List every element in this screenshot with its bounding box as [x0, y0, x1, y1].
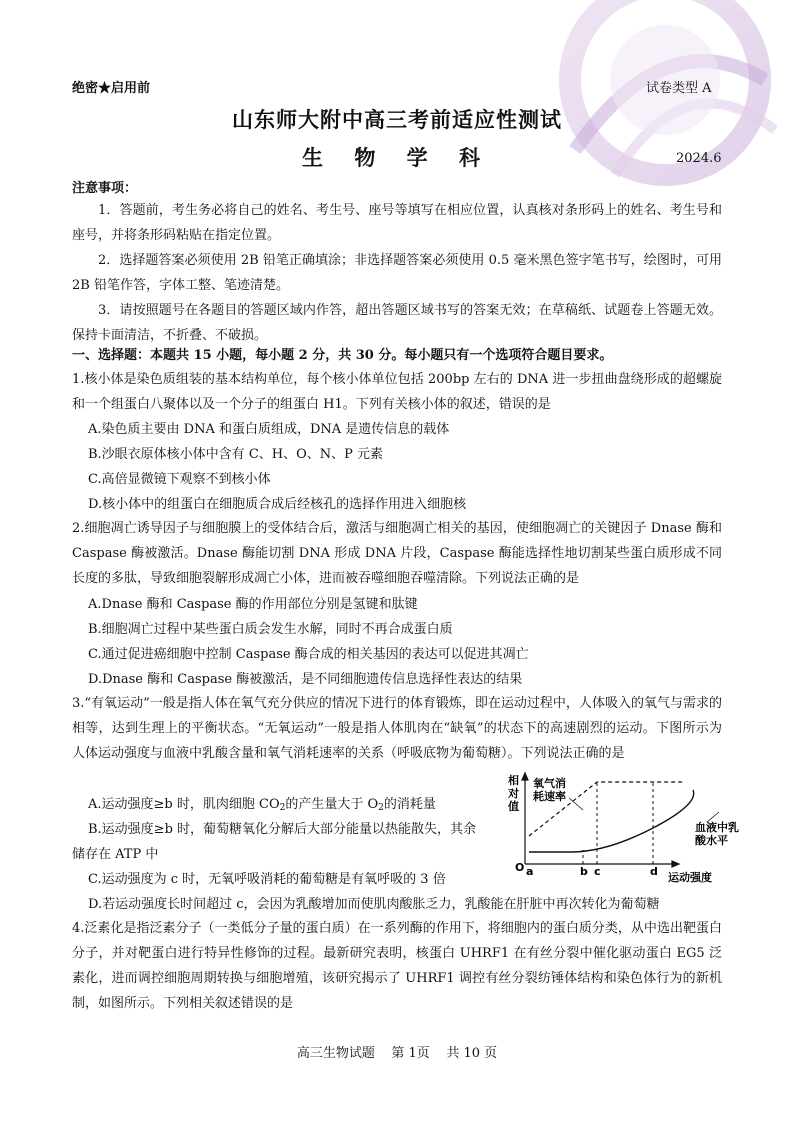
secret-label: 绝密★启用前 — [72, 81, 151, 96]
paper-type-label: 试卷类型 A — [646, 81, 712, 96]
x-tick-c: c — [594, 865, 601, 878]
origin-label: O — [515, 861, 525, 874]
x-tick-d: d — [650, 865, 658, 878]
x-tick-a: a — [526, 865, 534, 878]
question-2-option-d: D.Dnase 酶和 Caspase 酶被激活，是不同细胞遗传信息选择性表达的结果 — [88, 672, 523, 687]
series-label-lactate-2: 酸水平 — [695, 834, 728, 847]
y-axis-label-2: 对 — [508, 787, 519, 800]
question-3-option-d: D.若运动强度长时间超过 c，会因为乳酸增加而使肌肉酸胀乏力，乳酸能在肝脏中再次转化为葡萄糖 — [88, 897, 660, 912]
question-2-option-b: B.细胞凋亡过程中某些蛋白质会发生水解，同时不再合成蛋白质 — [88, 622, 453, 637]
question-1-option-d: D.核小体中的组蛋白在细胞质合成后经核孔的选择作用进入细胞核 — [88, 497, 467, 512]
question-3-option-c: C.运动强度为 c 时，无氧呼吸消耗的葡萄糖是有氧呼吸的 3 倍 — [88, 872, 446, 887]
page-footer: 高三生物试题 第 1页 共 10 页 — [296, 1046, 498, 1061]
y-axis-label-1: 相 — [508, 774, 519, 787]
question-2-stem: 2.细胞凋亡诱导因子与细胞膜上的受体结合后，激活与细胞凋亡相关的基因，使细胞凋亡的关键因子 Dnase 酶和 Caspase 酶被激活。Dnase 酶能切割 DNA 形成 DNA 片段，Caspase 酶能选择性地切割某些蛋白质形成不同长度的多肽，导致细胞裂解形成凋亡小体，进而被吞噬细胞吞噬清除。下列说法正确的是 — [72, 521, 722, 586]
x-tick-b: b — [580, 865, 588, 878]
series-label-lactate-1: 血液中乳 — [695, 821, 739, 834]
question-2-option-c: C.通过促进癌细胞中控制 Caspase 酶合成的相关基因的表达可以促进其凋亡 — [88, 647, 529, 662]
note-item-2: 2．选择题答案必须使用 2B 铅笔正确填涂；非选择题答案必须使用 0.5 毫米黑色签字笔书写，绘图时，可用 2B 铅笔作答，字体工整、笔迹清楚。 — [72, 253, 722, 293]
subject-title: 生 物 学 科 — [302, 145, 492, 170]
question-1-stem: 1.核小体是染色质组装的基本结构单位，每个核小体单位包括 200bp 左右的 DNA 进一步扭曲盘绕形成的超螺旋和一个组蛋白八聚体以及一个分子的组蛋白 H1。下列有关核小体的叙述，错误的是 — [72, 372, 722, 412]
y-axis-label-3: 值 — [508, 800, 519, 813]
question-3-option-b: B.运动强度≥b 时，葡萄糖氧化分解后大部分能量以热能散失，其余 — [88, 822, 477, 837]
question-1-option-a: A.染色质主要由 DNA 和蛋白质组成，DNA 是遗传信息的载体 — [88, 422, 450, 437]
note-item-1: 1．答题前，考生务必将自己的姓名、考生号、座号等填写在相应位置，认真核对条形码上的姓名、考生号和座号，并将条形码粘贴在指定位置。 — [72, 203, 722, 243]
series-label-oxygen-1: 氧气消 — [533, 777, 566, 790]
exam-title: 山东师大附中高三考前适应性测试 — [232, 107, 562, 132]
question-4-stem: 4.泛素化是指泛素分子（一类低分子量的蛋白质）在一系列酶的作用下，将细胞内的蛋白质分类，从中选出靶蛋白分子，并对靶蛋白进行特异性修饰的过程。最新研究表明，核蛋白 UHRF1 在有丝分裂中催化驱动蛋白 EG5 泛素化，进而调控细胞周期转换与细胞增殖，该研究揭示了 UHRF1 调控有丝分裂纺锤体结构和染色体行为的新机制，如图所示。下列相关叙述错误的是 — [72, 921, 722, 1011]
question-3-stem: 3.“有氧运动”一般是指人体在氧气充分供应的情况下进行的体育锻炼，即在运动过程中，人体吸入的氧气与需求的相等，达到生理上的平衡状态。“无氧运动”一般是指人体肌肉在“缺氧”的状态下的高速剧烈的运动。下图所示为人体运动强度与血液中乳酸含量和氧气消耗速率的关系（呼吸底物为葡萄糖）。下列说法正确的是 — [72, 696, 722, 761]
q3-figure-chart — [505, 770, 750, 900]
question-1-option-b: B.沙眼衣原体核小体中含有 C、H、O、N、P 元素 — [88, 447, 384, 462]
notes-heading: 注意事项： — [72, 181, 138, 196]
exam-date: 2024.6 — [676, 151, 722, 166]
series-label-oxygen-pointer — [569, 798, 583, 810]
section-heading: 一、选择题：本题共 15 小题，每小题 2 分，共 30 分。每小题只有一个选项符合题目要求。 — [72, 348, 613, 363]
question-1-option-c: C.高倍显微镜下观察不到核小体 — [88, 472, 271, 487]
note-item-3: 3．请按照题号在各题目的答题区域内作答，超出答题区域书写的答案无效；在草稿纸、试题卷上答题无效。保持卡面清洁，不折叠、不破损。 — [72, 303, 722, 343]
series-label-oxygen-2: 耗速率 — [533, 790, 566, 803]
x-axis-label: 运动强度 — [668, 871, 712, 884]
question-2-option-a: A.Dnase 酶和 Caspase 酶的作用部位分别是氢键和肽键 — [88, 597, 418, 612]
question-3-option-b-cont: 储存在 ATP 中 — [72, 847, 159, 862]
question-3-option-a: A.运动强度≥b 时，肌肉细胞 $CO_2$的产生量大于 $O_2$的消耗量 — [88, 797, 436, 813]
